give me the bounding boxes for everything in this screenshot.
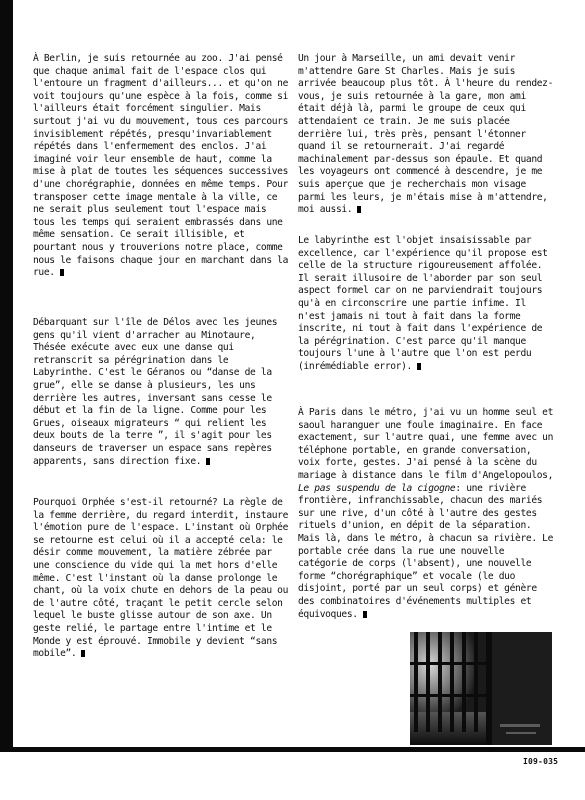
end-mark-icon — [357, 206, 361, 213]
text-block-labyrinthe — [298, 235, 554, 374]
window-bars-image — [410, 632, 552, 745]
page-folio: I09-035 — [523, 757, 559, 766]
text-block-berlin — [33, 53, 289, 280]
end-mark-icon — [60, 269, 64, 276]
film-title: Le pas suspendu de la cigogne — [298, 482, 456, 494]
end-mark-icon — [81, 650, 85, 657]
text-block-delos — [33, 317, 289, 468]
black-spine-bar — [0, 0, 13, 750]
orphee-paragraph: Pourquoi Orphée s'est-il retourné? La règle de la femme derrière, du regard interdit, instaure l'émotion pure de l'espace. L'instant où Orphée se retourne est celui où il a accepté cela: le désir comme mouvement, la matière zébrée par une conscience du vide qui la met hors d'elle même. C'est l'instant où la danse prolonge le chant, où la voix chute en dehors de la peau ou de l'autre côté, traçant le petit cercle selon lequel le buste glisse autour de son axe. Un geste relié, le partage entre l'intime et le Monde y est éprouvé. Immobile y devient “sans mobile”. — [33, 497, 289, 660]
text-block-marseille — [298, 53, 554, 217]
paris-paragraph-end: : une rivière frontière, infranchissable, chacun des mariés sur une rive, d'un côté à l'autre des gestes rituels d'union, en dépit de la séparation. Mais là, dans le métro, à chacun sa rivière. Le portable crée dans la rue une nouvelle catégorie de corps (l'absent), une nouvelle forme “chorégraphique” et vocale (le duo disjoint, porté par un seul corps) et génère des combinatoires d'événements multiples et équivoques. — [298, 482, 554, 620]
text-block-orphee — [33, 497, 289, 661]
berlin-paragraph: À Berlin, je suis retournée au zoo. J'ai pensé que chaque animal fait de l'espace clos qui l'entoure un fragment d'ailleurs... et qu'on ne voit toujours qu'une espèce à la fois, comme si l'ailleurs était forcément singulier. Mais surtout j'ai vu du mouvement, tous ces parcours invisiblement répétés, presqu'invariablement répétés dans l'enfermement des enclos. J'ai imaginé voir leur ensemble de haut, comme la mise à plat de toutes les séquences successives d'une chorégraphie, données en même temps. Pour transposer cette image mentale à la ville, ce ne serait plus seulement tout l'espace mais tous les temps qui seraient embrassés dans une même sensation. Ce serait illisible, et pourtant nous y trouverions notre place, comme nous le faisons chaque jour en marchant dans la rue. — [33, 53, 289, 279]
text-block-paris — [298, 407, 554, 621]
labyrinthe-paragraph: Le labyrinthe est l'objet insaisissable par excellence, car l'expérience qu'il propose est celle de la structure rigoureusement affolée. Il serait illusoire de l'aborder par son seul aspect formel car on ne parviendrait toujours qu'à en circonscrire une partie infime. Il n'est jamais ni tout à fait dans la forme inscrite, ni tout à fait dans l'expérience de la pérégrination. C'est parce qu'il manque toujours l'une à l'autre que l'on est perdu (inrémédiable error). — [298, 235, 548, 372]
delos-paragraph: Débarquant sur l'île de Délos avec les jeunes gens qu'il vient d'arracher au Minotaure, Thésée exécute avec eux une danse qui retranscrit sa pérégrination dans le Labyrinthe. C'est le Géranos ou “danse de la grue”, elle se danse à plusieurs, les uns derrière les autres, inversant sans cesse le début et la fin de la ligne. Comme pour les Grues, oiseaux migrateurs “ qui relient les deux bouts de la terre ”, il s'agit pour les danseurs de traverser un espace sans repères apparents, sans direction fixe. — [33, 317, 278, 467]
end-mark-icon — [363, 611, 367, 618]
marseille-paragraph: Un jour à Marseille, un ami devait venir m'attendre Gare St Charles. Mais je suis arrivée beaucoup plus tôt. À l'heure du rendez-vous, je suis retournée à la gare, mon ami était déjà là, parmi le groupe de ceux qui attendaient ce train. Je me suis placée derrière lui, très près, pensant l'étonner quand il se retournerait. J'ai regardé machinalement par-dessus son épaule. Et quand les voyageurs ont commencé à descendre, je me suis aperçue que je recherchais mon visage parmi les leurs, je m'étais mise à m'attendre, moi aussi. — [298, 53, 554, 216]
end-mark-icon — [206, 458, 210, 465]
bottom-rule — [0, 747, 585, 752]
paris-paragraph-start: À Paris dans le métro, j'ai vu un homme seul et saoul haranguer une foule imaginaire. En face exactement, sur l'autre quai, une femme avec un téléphone portable, en grande conversation, voix forte, gestes. J'ai pensé à la scène du mariage à distance dans le film d'Angelopoulos, — [298, 407, 554, 481]
window-bars-photo — [410, 632, 552, 745]
end-mark-icon — [417, 363, 421, 370]
